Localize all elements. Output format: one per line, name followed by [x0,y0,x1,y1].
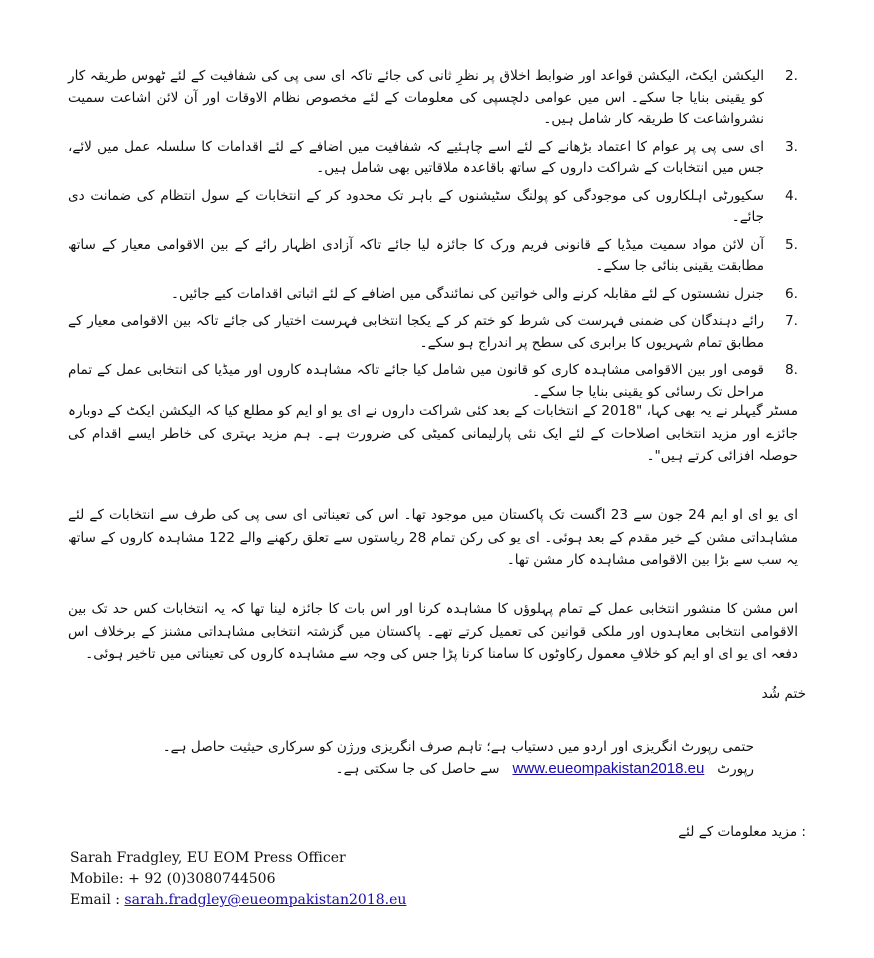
list-number: 3. [785,138,798,155]
email-label: Email : [70,892,125,908]
paragraph-mission-mandate: اس مشن کا منشور انتخابی عمل کے تمام پہلوؤں کا مشاہدہ کرنا اور اس بات کا جائزہ لینا تھا کہ یہ انتخابات کس حد تک بین الاقوامی انتخابی معاہدوں اور ملکی قوانین کی تعمیل کرتے تھے۔ پاکستان میں گزشتہ انتخابی مشاہداتی مشنز کے برخلاف اس دفعہ ای یو ای او ایم کو خلافِ معمول رکاوٹوں کا سامنا کرنا پڑا جس کی وجہ سے مشاہدہ کاروں کی تعیناتی میں تاخیر ہوئی۔ [68,601,798,662]
list-number: 7. [785,313,798,329]
list-text: آن لائن مواد سمیت میڈیا کے قانونی فریم ورک کا جائزہ لیا جائے تاکہ آزادی اظہار رائے کے بین الاقوامی معیار کے ساتھ مطابقت یقینی بنائی جا سکے۔ [68,236,764,274]
list-number: 4. [785,187,798,204]
list-text: ای سی پی پر عوام کا اعتماد بڑھانے کے لئے اسے چاہئیے کہ شفافیت میں اضافے کے لئے اقدامات کا سلسلہ عمل میں لائے، جس میں انتخابات کے شراکت داروں کے ساتھ باقاعدہ ملاقاتیں بھی شامل ہیں۔ [68,138,764,176]
paragraph-gahler-quote: مسٹر گیہلر نے یہ بھی کہا، "2018 کے انتخابات کے بعد کئی شراکت داروں نے ای یو او ایم کو مطلع کیا کہ الیکشن ایکٹ کے دوبارہ جائزے اور مزید انتخابی اصلاحات کے لئے ایک نئی پارلیمانی کمیٹی کی ضرورت ہے۔ ہم مزید بہتری کی خاطر ایسے اقدام کی حوصلہ افزائی کرتے ہیں"۔ [68,403,798,464]
list-item [68,235,798,278]
note-line-1: حتمی رپورٹ انگریزی اور اردو میں دستیاب ہے؛ تاہم صرف انگریزی ورژن کو سرکاری حیثیت حاصل ہے۔ [162,739,754,755]
report-link[interactable]: www.eueompakistan2018.eu [512,760,705,777]
list-number: 8. [785,362,798,378]
contact-name: Sarah Fradgley, EU EOM Press Officer [70,850,346,866]
list-number: 5. [785,236,798,253]
list-item [68,66,798,131]
note-line-2 [134,758,754,780]
list-text: جنرل نشستوں کے لئے مقابلہ کرنے والی خواتین کی نمائندگی میں اضافے کے لئے اثباتی اقدامات کیے جائیں۔ [171,285,764,302]
list-text: قومی اور بین الاقوامی مشاہدہ کاری کو قانون میں شامل کیا جائے تاکہ مشاہدہ کاروں اور میڈیا کی انتخابی عمل کے تمام مراحل تک رسائی کو یقینی بنایا جا سکے۔ [68,362,764,400]
contact-email-line [70,890,406,911]
end-mark: ختم شُد [761,686,806,702]
more-info-heading: : مزید معلومات کے لئے [678,824,806,840]
list-item [68,360,798,403]
list-item [68,284,798,306]
list-number: 2. [785,68,798,84]
paragraph-mission-deployment: ای یو ای او ایم 24 جون سے 23 اگست تک پاکستان میں موجود تھا۔ اس کی تعیناتی ای سی پی کی طرف سے انتخابات کے لئے مشاہداتی مشن کے خیر مقدم کے بعد ہوئی۔ ای یو کی رکن تمام 28 ریاستوں سے تعلق رکھنے والے 122 مشاہدہ کاروں کے ساتھ یہ سب سے بڑا بین الاقوامی مشاہدہ کار مشن تھا۔ [68,507,798,568]
report-availability-note [134,736,754,780]
contact-mobile: Mobile: + 92 (0)3080744506 [70,871,276,887]
list-number: 6. [785,285,798,302]
note-suffix: سے حاصل کی جا سکتی ہے۔ [335,761,500,777]
list-text: الیکشن ایکٹ، الیکشن قواعد اور ضوابط اخلاق پر نظرِ ثانی کی جائے تاکہ ای سی پی کی شفافیت کے لئے ٹھوس طریقہ کار کو یقینی بنایا جا سکے۔ اس میں عوامی دلچسپی کی معلومات کے لئے مخصوص نظام الاوقات اور آن لائن اشاعت سمیت نشرواشاعت کا طریقہ کار شامل ہیں۔ [68,68,764,127]
email-link[interactable]: sarah.fradgley@eueompakistan2018.eu [124,892,407,908]
list-text: سکیورٹی اہلکاروں کی موجودگی کو پولنگ سٹیشنوں کے باہر تک محدود کر کے انتخابات کے سول انتظام کی ضمانت دی جائے۔ [68,187,764,225]
recommendations-list [68,66,798,409]
note-prefix: رپورٹ [717,761,754,777]
list-item [68,311,798,354]
list-text: رائے دہندگان کی ضمنی فہرست کی شرط کو ختم کر کے یکجا انتخابی فہرست اختیار کی جائے تاکہ بین الاقوامی معیار کے مطابق تمام شہریوں کا برابری کی سطح پر اندراج ہو سکے۔ [68,313,764,351]
list-item [68,186,798,229]
list-item [68,137,798,180]
contact-block [70,848,406,911]
